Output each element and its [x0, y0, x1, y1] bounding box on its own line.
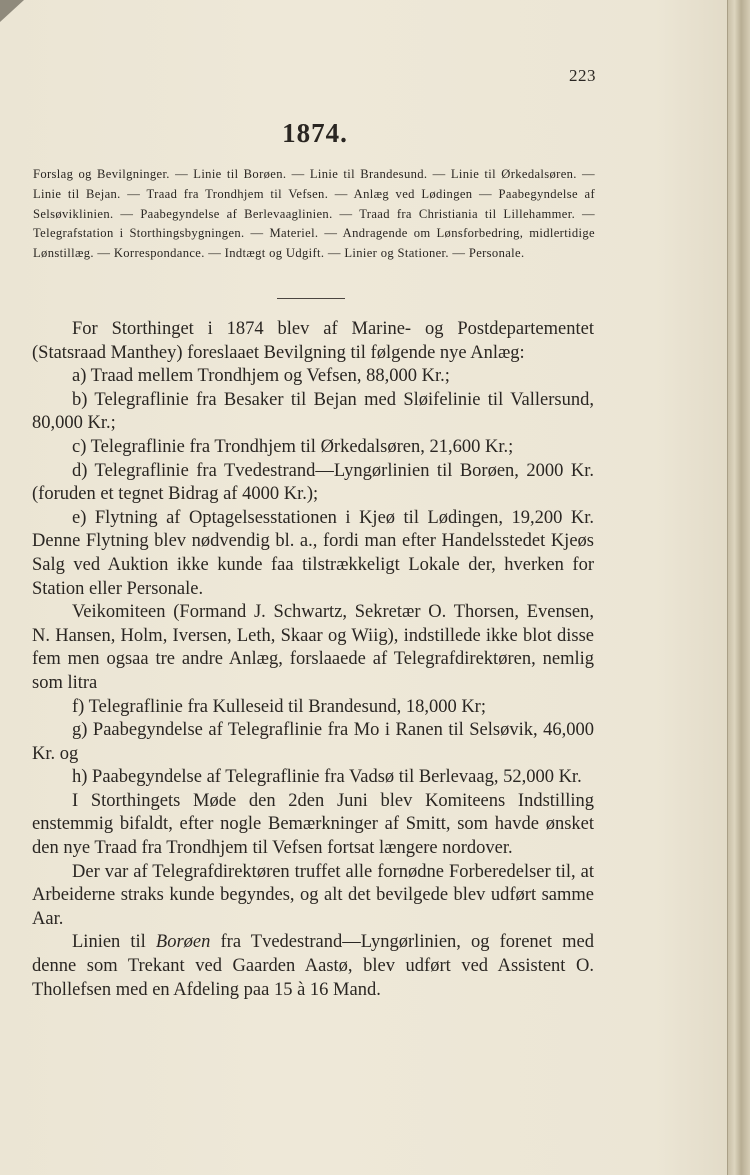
book-page-edge: [727, 0, 750, 1175]
place-name-italic: Borøen: [155, 932, 211, 953]
body-text: [32, 318, 594, 1002]
paragraph: b) Telegraflinie fra Besaker til Bejan med Sløifelinie til Vallersund, 80,000 Kr.;: [32, 389, 594, 434]
paragraph: f) Telegraflinie fra Kulleseid til Brandesund, 18,000 Kr;: [72, 696, 486, 717]
paragraph: a) Traad mellem Trondhjem og Vefsen, 88,000 Kr.;: [72, 366, 450, 387]
chapter-summary: Forslag og Bevilgninger. — Linie til Borøen. — Linie til Brandesund. — Linie til Ørkedalsøren. — Linie til Bejan. — Traad fra Trondhjem til Vefsen. — Anlæg ved Lødingen — Paabegyndelse af Selsøviklinien. — Paabegyndelse af Berlevaaglinien. — Traad fra Christiania til Lillehammer. — Telegrafstation i Storthingsbygningen. — Materiel. — Andragende om Lønsforbedring, midlertidige Lønstillæg. — Korrespondance. — Indtægt og Udgift. — Linier og Stationer. — Personale.: [33, 167, 595, 261]
text-run: fra Tvedestrand—Lyngørlinien, og forenet med denne som Trekant ved Gaarden Aastø, blev udført ved Assistent O. Thollefsen med en Afdeling paa 15 à 16 Mand.: [32, 932, 594, 1000]
page-number: 223: [569, 66, 596, 85]
paragraph: e) Flytning af Optagelsesstationen i Kjeø til Lødingen, 19,200 Kr. Denne Flytning blev nødvendig bl. a., fordi man efter Handelsstedet Kjeøs Salg ved Auktion ikke kunde faa tilstrækkeligt Lokale der, hverken for Station eller Personale.: [32, 507, 594, 599]
text-run: Linien til: [72, 932, 156, 953]
paragraph: g) Paabegyndelse af Telegraflinie fra Mo i Ranen til Selsøvik, 46,000 Kr. og: [32, 720, 594, 764]
paragraph: I Storthingets Møde den 2den Juni blev Komiteens Indstilling enstemmig bifaldt, efter nogle Bemærkninger af Smitt, som havde ønsket den nye Traad fra Trondhjem til Vefsen fortsat længere nordover.: [32, 790, 594, 859]
paragraph: Der var af Telegrafdirektøren truffet alle fornødne Forberedelser til, at Arbeiderne straks kunde begyndes, og alt det bevilgede blev udført samme Aar.: [32, 861, 594, 929]
paragraph: d) Telegraflinie fra Tvedestrand—Lyngørlinien til Borøen, 2000 Kr. (foruden et tegnet Bidrag af 4000 Kr.);: [32, 460, 594, 505]
paragraph: h) Paabegyndelse af Telegraflinie fra Vadsø til Berlevaag, 52,000 Kr.: [72, 767, 582, 788]
paragraph: c) Telegraflinie fra Trondhjem til Ørkedalsøren, 21,600 Kr.;: [72, 436, 514, 457]
year-heading: 1874.: [282, 118, 348, 148]
section-divider: [277, 298, 345, 299]
paragraph-last: [32, 931, 594, 1002]
page-corner: [0, 0, 24, 22]
paragraph: Veikomiteen (Formand J. Schwartz, Sekretær O. Thorsen, Evensen, N. Hansen, Holm, Iversen, Leth, Skaar og Wiig), indstillede ikke blot disse fem men ogsaa tre andre Anlæg, forslaaede af Telegrafdirektøren, nemlig som litra: [32, 602, 594, 693]
paragraph: For Storthinget i 1874 blev af Marine- og Postdepartementet (Statsraad Manthey) foreslaaet Bevilgning til følgende nye Anlæg:: [32, 319, 594, 363]
